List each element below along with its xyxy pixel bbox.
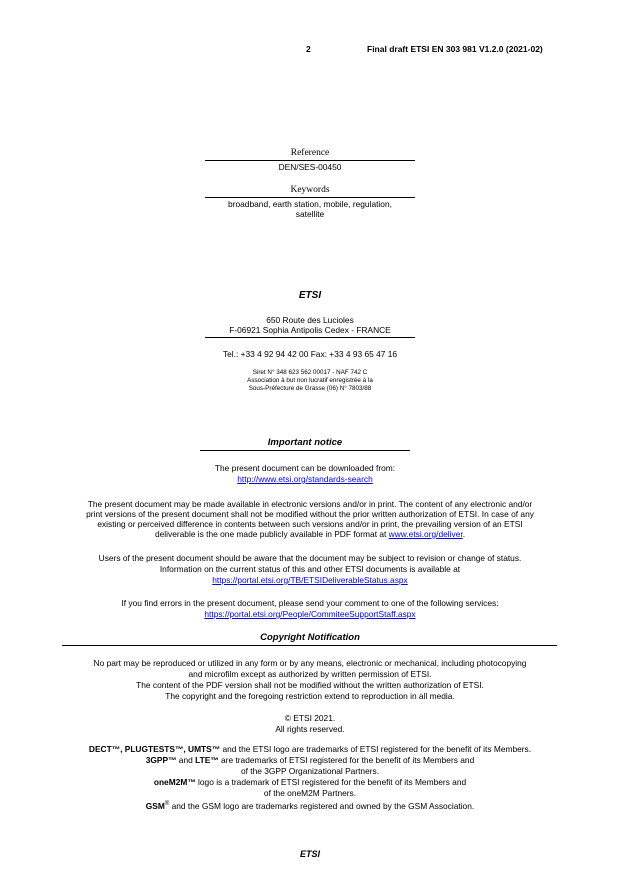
trademark-3-text: logo is a trademark of ETSI registered for the benefit of its Members and (195, 777, 467, 787)
copyright-line-1: No part may be reproduced or utilized in any form or by any means, electronic or mechanical, including photocopying (93, 658, 527, 668)
important-notice-rule (200, 450, 410, 451)
support-link[interactable]: https://portal.etsi.org/People/CommiteeSupportStaff.aspx (204, 609, 416, 619)
status-link-wrap (40, 575, 580, 585)
keywords-label: Keywords (290, 185, 330, 195)
etsi-name: ETSI (298, 290, 322, 301)
copyright-line-4: The copyright and the foregoing restriction extend to reproduction in all media. (165, 691, 455, 701)
page-number: 2 (306, 44, 311, 54)
trademark-1-bold: DECT™, PLUGTESTS™, UMTS™ (88, 744, 221, 754)
trademark-2-bold-b: LTE™ (195, 755, 219, 765)
download-text: The present document can be downloaded from: (214, 463, 396, 473)
trademark-line-4 (20, 777, 600, 787)
keywords-line-1: broadband, earth station, mobile, regulation, (228, 199, 392, 209)
notice-para-1-line-4 (40, 529, 580, 539)
siret-line-3: Sous-Préfecture de Grasse (06) N° 7803/88 (248, 385, 372, 392)
trademark-2-mid: and (176, 755, 196, 765)
important-notice-title: Important notice (267, 437, 343, 448)
notice-para-1-line-3: existing or perceived difference in contents between such versions and/or in print, the prevailing version of an ETSI (97, 519, 523, 529)
notice-para-1-line-2: print versions of the present document shall not be modified without the prior written authorization of ETSI. In case of any (86, 509, 534, 519)
status-link[interactable]: https://portal.etsi.org/TB/ETSIDeliverableStatus.aspx (212, 575, 408, 585)
document-title: Final draft ETSI EN 303 981 V1.2.0 (2021-02) (367, 44, 543, 54)
trademark-line-6 (20, 799, 600, 811)
copyright-line-2: and microfilm except as authorized by written permission of ETSI. (188, 669, 432, 679)
copyright-line-3: The content of the PDF version shall not be modified without the written authorization of ETSI. (136, 680, 484, 690)
download-link-wrap (100, 474, 510, 484)
siret-line-1: Siret N° 348 623 562 00017 - NAF 742 C (252, 369, 368, 376)
notice-para-3-line-1: If you find errors in the present document, please send your comment to one of the following services: (121, 598, 499, 608)
reference-value: DEN/SES-00450 (278, 162, 342, 172)
copyright-rule (62, 645, 557, 646)
reference-label: Reference (290, 148, 330, 158)
notice-para-1-end: . (462, 529, 466, 539)
copyright-year: © ETSI 2021. (284, 713, 336, 723)
copyright-rights: All rights reserved. (275, 724, 345, 734)
trademark-line-1 (20, 744, 600, 754)
notice-para-1-line-1: The present document may be made available in electronic versions and/or in print. The content of any electronic and/or (87, 499, 533, 509)
footer-etsi: ETSI (299, 849, 320, 859)
address-line-2: F-06921 Sophia Antipolis Cedex - FRANCE (229, 325, 391, 335)
trademark-line-3: of the 3GPP Organizational Partners. (240, 766, 380, 776)
trademark-line-5: of the oneM2M Partners. (263, 788, 357, 798)
download-link[interactable]: http://www.etsi.org/standards-search (237, 474, 373, 484)
trademark-line-2 (20, 755, 600, 765)
trademark-2-text: are trademarks of ETSI registered for the benefit of its Members and (218, 755, 475, 765)
siret-line-2: Association à but non lucratif enregistrée à la (247, 377, 373, 384)
address-rule (205, 337, 415, 338)
notice-para-2-line-2: Information on the current status of this and other ETSI documents is available at (159, 564, 461, 574)
trademark-2-bold-a: 3GPP™ (145, 755, 177, 765)
trademark-4-sup: ® (164, 801, 170, 807)
trademark-4-text: and the GSM logo are trademarks registered and owned by the GSM Association. (169, 800, 475, 811)
keywords-line-2: satellite (295, 209, 325, 219)
keywords-rule (205, 197, 415, 198)
trademark-3-bold: oneM2M™ (153, 777, 196, 787)
notice-para-2-line-1: Users of the present document should be aware that the document may be subject to revision or change of status. (98, 553, 522, 563)
support-link-wrap (40, 609, 580, 619)
phone-fax: Tel.: +33 4 92 94 42 00 Fax: +33 4 93 65 47 16 (222, 349, 398, 359)
trademark-4-bold: GSM (145, 800, 165, 811)
address-line-1: 650 Route des Lucioles (266, 315, 354, 325)
reference-rule (205, 160, 415, 161)
deliver-link[interactable]: www.etsi.org/deliver (388, 529, 463, 539)
copyright-title: Copyright Notification (260, 632, 360, 643)
trademark-1-text: and the ETSI logo are trademarks of ETSI registered for the benefit of its Members. (220, 744, 532, 754)
notice-para-1-text: deliverable is the one made publicly available in PDF format at (154, 529, 389, 539)
